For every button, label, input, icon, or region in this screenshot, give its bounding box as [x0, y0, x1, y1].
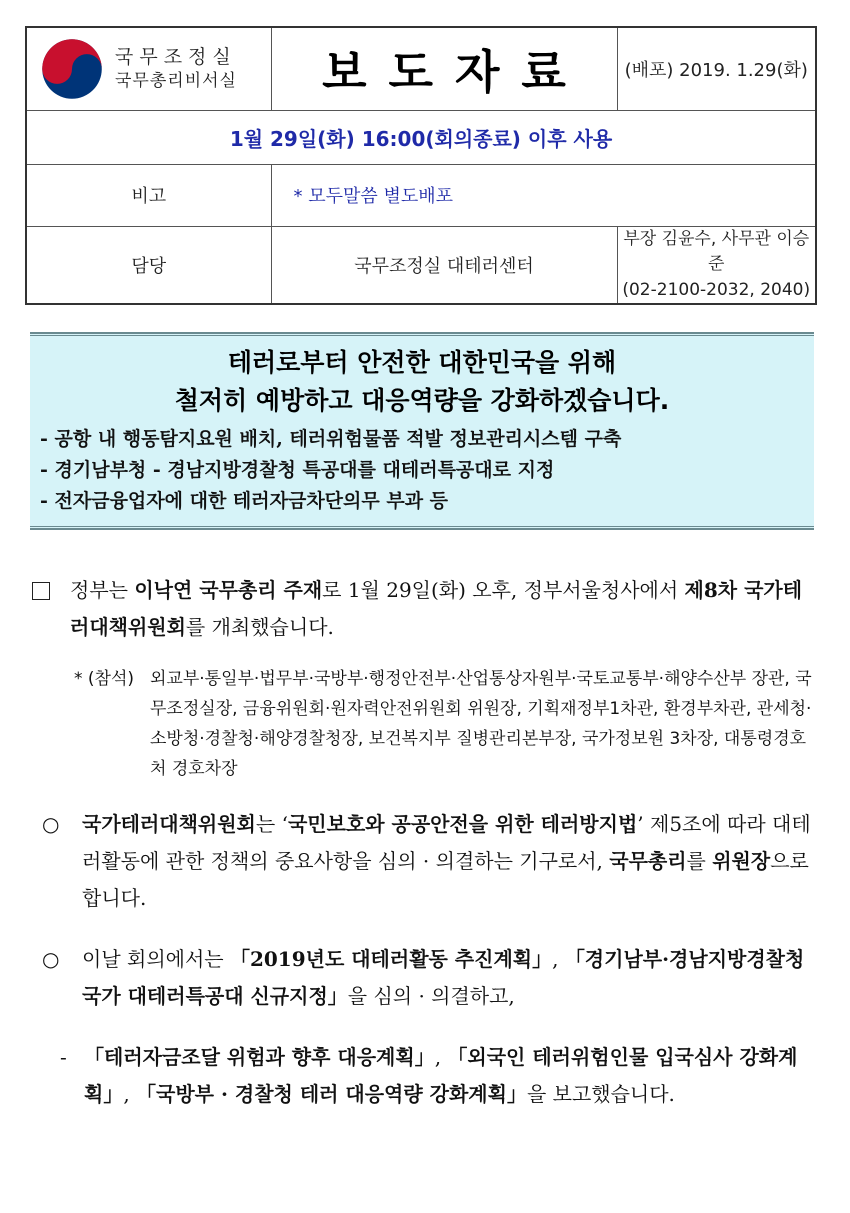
logo-cell — [26, 27, 271, 110]
embargo-notice: 1월 29일(화) 16:00(회의종료) 이후 사용 — [26, 110, 816, 164]
circle-bullet-icon: ○ — [42, 947, 60, 971]
report-item: 「외국인 테러위험인물 입국심사 강화계획」 — [84, 1045, 798, 1106]
distribution-date: (배포) 2019. 1.29(화) — [617, 27, 816, 110]
law-name: 국민보호와 공공안전을 위한 테러방지법 — [287, 812, 638, 836]
text-span: ’ 제5조에 따라 대테러활동에 관한 정책의 중요사항을 심의 · 의결하는 기구로서, — [82, 812, 811, 873]
chairperson: 위원장 — [712, 849, 771, 873]
press-release-header — [25, 26, 817, 305]
taegeuk-logo-icon — [41, 38, 103, 100]
paragraph-agenda — [30, 941, 820, 1015]
contact-info — [617, 226, 816, 304]
headline-line-1: 테러로부터 안전한 대한민국을 위해 — [227, 348, 617, 377]
summary-bullet: - 전자금융업자에 대한 테러자금차단의무 부과 등 — [40, 490, 449, 512]
summary-box — [30, 332, 814, 530]
org-name-secondary: 국무총리비서실 — [115, 71, 237, 92]
text-span: 로 1월 29일(화) 오후, 정부서울청사에서 — [322, 578, 685, 602]
text-span: 을 보고했습니다. — [526, 1082, 675, 1106]
remarks-label: 비고 — [26, 164, 271, 226]
paragraph-reports — [30, 1039, 820, 1113]
dash-bullet: - — [60, 1045, 67, 1069]
circle-bullet-icon: ○ — [42, 812, 60, 836]
text-span: 를 — [686, 849, 713, 873]
text-span: , — [434, 1045, 448, 1069]
paragraph-meeting — [30, 572, 820, 646]
note-lead: * (참석) — [74, 669, 135, 689]
text-span: 이날 회의에서는 — [82, 947, 230, 971]
agenda-item: 「2019년도 대테러활동 추진계획」 — [229, 947, 553, 971]
text-span: 으로 합니다. — [82, 849, 809, 910]
summary-bullet: - 경기남부청 - 경남지방경찰청 특공대를 대테러특공대로 지정 — [40, 459, 555, 481]
text-span: , — [123, 1082, 137, 1106]
body-text — [30, 572, 820, 1113]
report-item: 「국방부 · 경찰청 테러 대응역량 강화계획」 — [136, 1082, 527, 1106]
department-name: 국무조정실 대테러센터 — [271, 226, 617, 304]
page-title: 보도자료 — [322, 44, 588, 99]
attendee-note — [30, 664, 820, 784]
summary-bottom-rule — [30, 526, 814, 530]
agenda-item: 「경기남부·경남지방경찰청 국가 대테러특공대 신규지정」 — [82, 947, 805, 1008]
committee-name: 국가테러대책위원회 — [82, 812, 256, 836]
text-span: 을 심의 · 의결하고, — [347, 984, 515, 1008]
meeting-name: 제8차 국가테러대책위원회 — [70, 578, 803, 639]
chair-text: 이낙연 국무총리 주재 — [134, 578, 323, 602]
contact-label: 담당 — [26, 226, 271, 304]
title-cell — [271, 27, 617, 110]
paragraph-committee — [30, 806, 820, 917]
headline-line-2: 철저히 예방하고 대응역량을 강화하겠습니다. — [174, 386, 670, 415]
remarks-value: * 모두말씀 별도배포 — [271, 164, 816, 226]
org-name-primary: 국무조정실 — [115, 46, 237, 69]
prime-minister: 국무총리 — [609, 849, 687, 873]
summary-top-rule — [30, 332, 814, 336]
summary-bullets — [30, 424, 814, 517]
text-span: , — [552, 947, 565, 971]
note-text: 외교부·통일부·법무부·국방부·행정안전부·산업통상자원부·국토교통부·해양수산부 장관, 국무조정실장, 금융위원회·원자력안전위원회 위원장, 기획재정부1차관, 환경부차관, 관세청·소방청·경찰청·해양경찰청장, 보건복지부 질병관리본부장, 국가정보원 3차장, 대통령경호처 경호차장 — [150, 669, 812, 779]
summary-bullet: - 공항 내 행동탐지요원 배치, 테러위험물품 적발 정보관리시스템 구축 — [40, 428, 622, 450]
checkbox-square-icon — [32, 582, 50, 600]
report-item: 「테러자금조달 위험과 향후 대응계획」 — [84, 1045, 435, 1069]
text-span: 는 ‘ — [255, 812, 288, 836]
contact-phone: (02-2100-2032, 2040) — [622, 279, 811, 300]
text-span: 를 개최했습니다. — [185, 615, 334, 639]
summary-headline — [30, 332, 814, 420]
contact-person: 부장 김윤수, 사무관 이승준 — [623, 228, 810, 274]
text-span: 정부는 — [70, 578, 135, 602]
